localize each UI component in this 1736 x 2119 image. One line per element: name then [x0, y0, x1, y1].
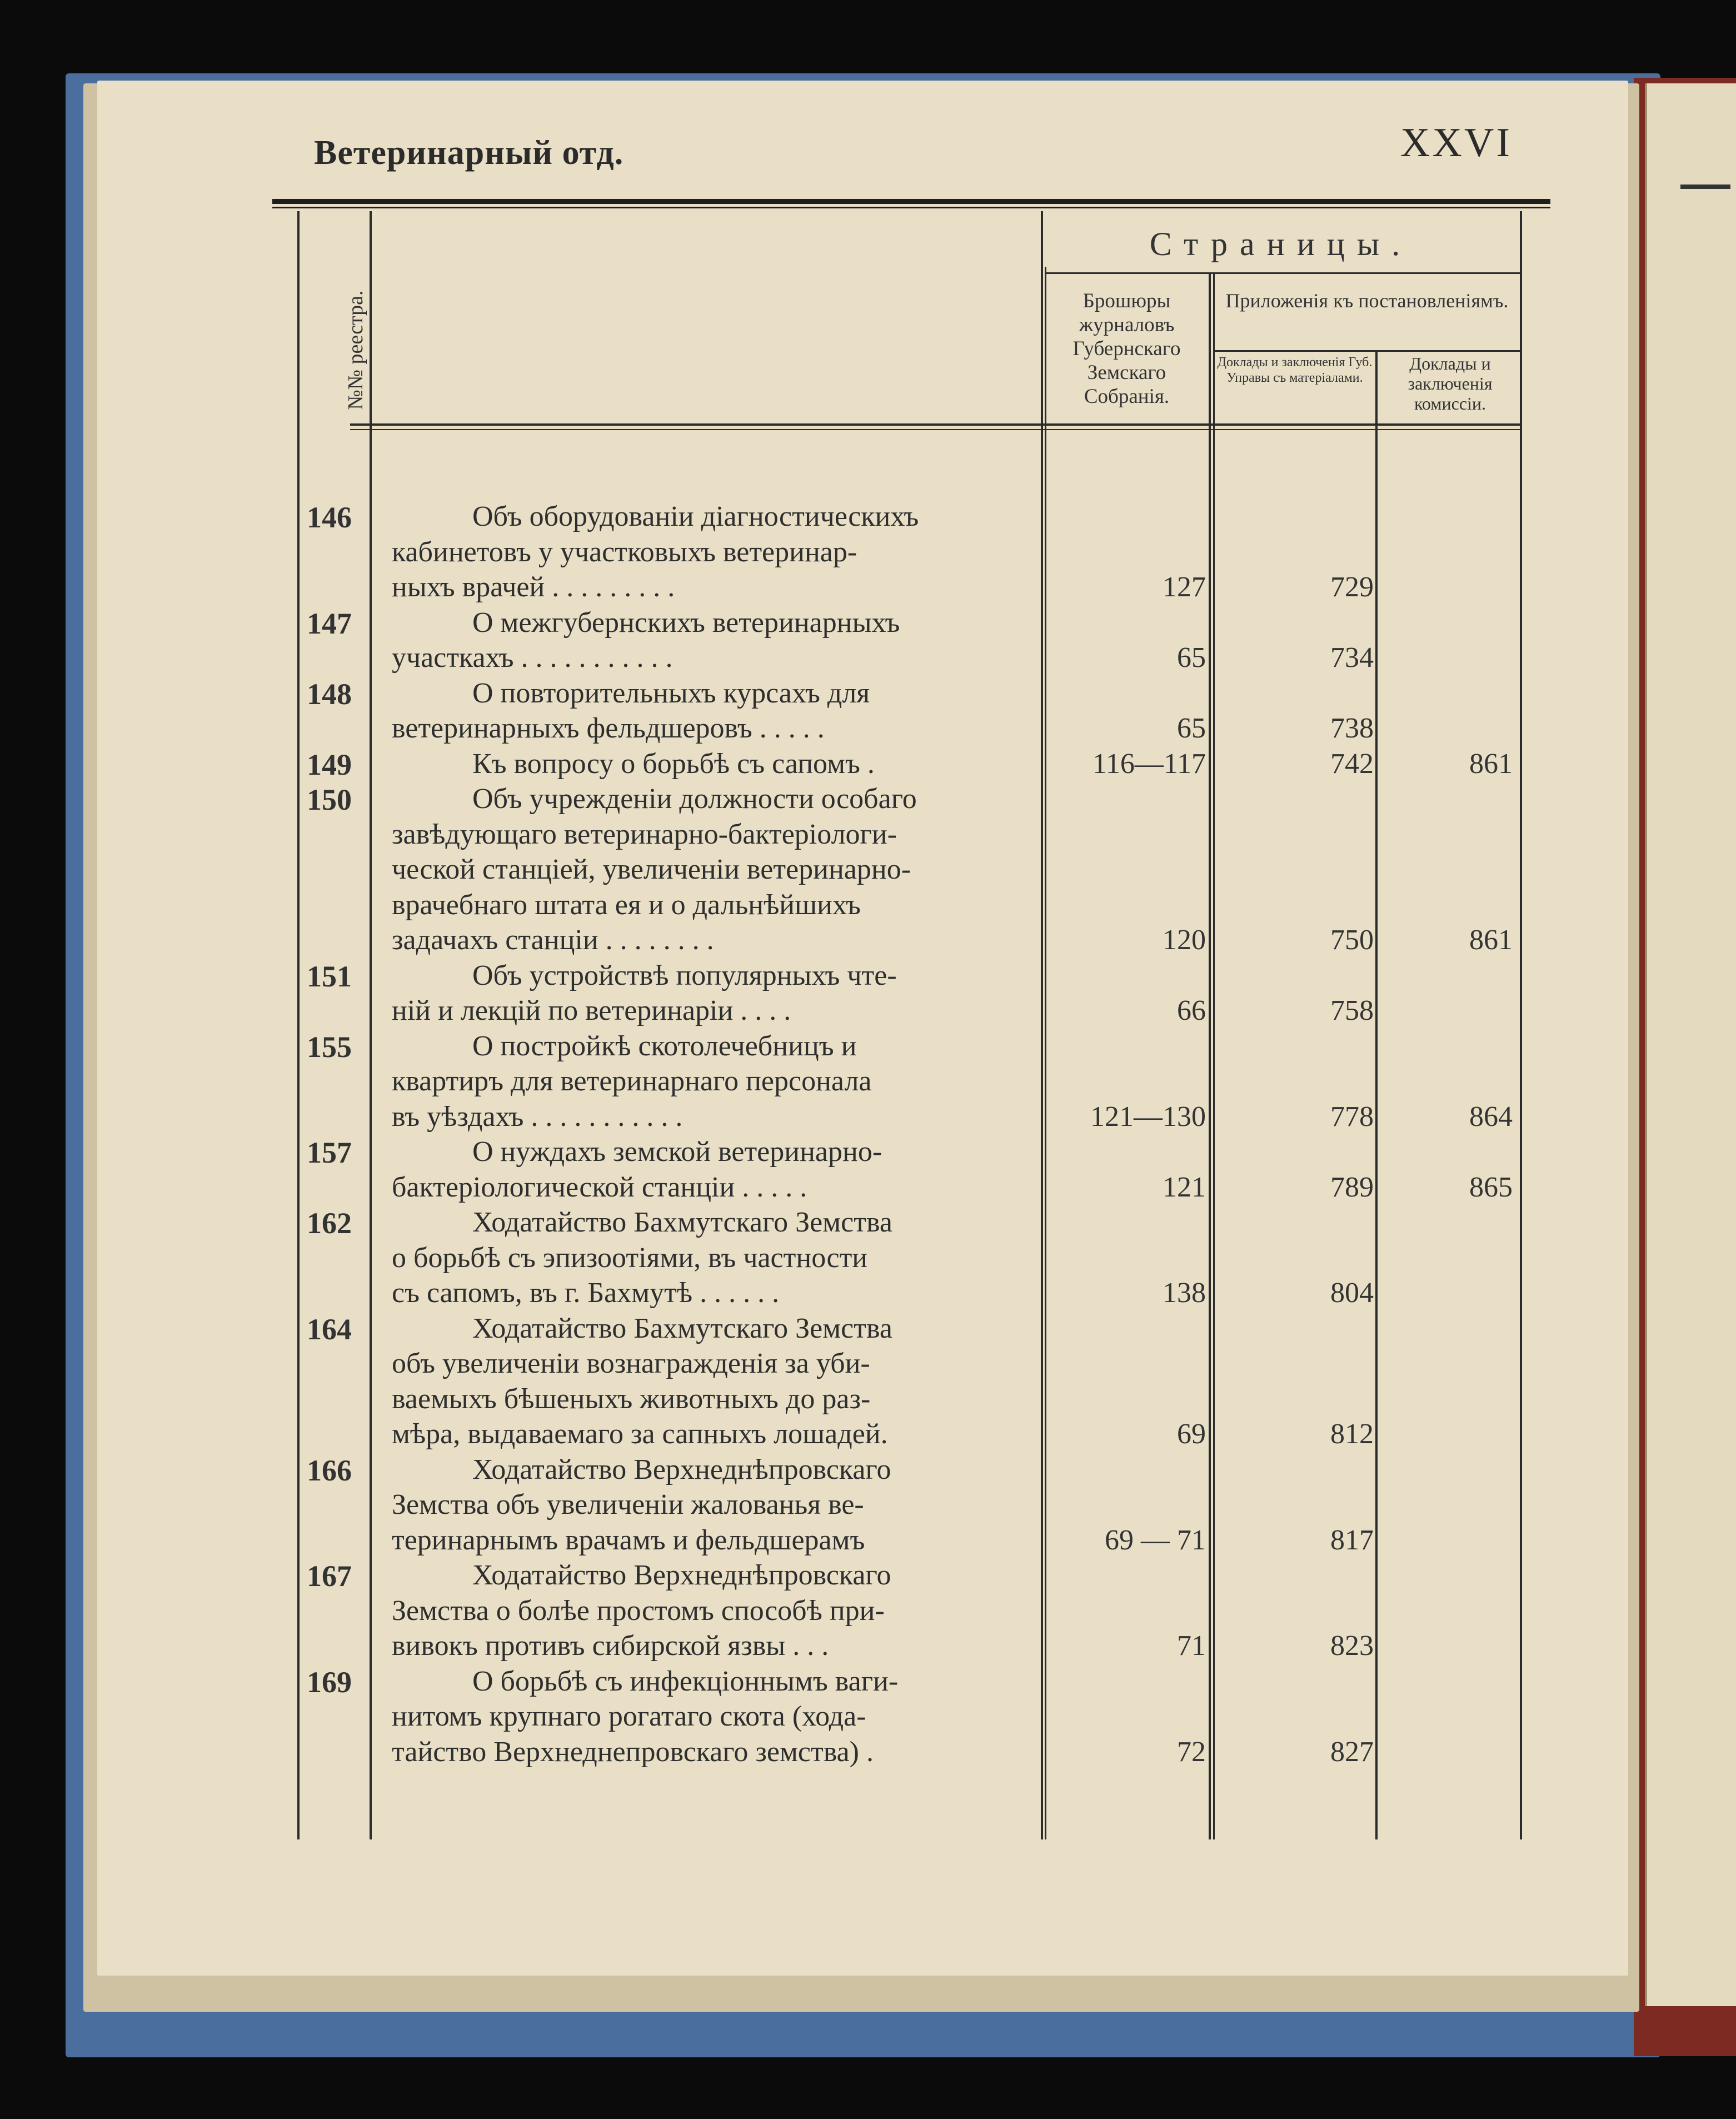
entry-text-line: О борьбѣ съ инфекціоннымъ ваги- [472, 1665, 899, 1697]
registry-number: 148 [307, 677, 352, 711]
brochure-page-ref: 127 [1163, 571, 1206, 603]
uprava-report-page-ref: 789 [1330, 1171, 1374, 1203]
registry-number: 162 [307, 1206, 352, 1240]
appendices-header-rule [1215, 350, 1520, 352]
entry-text-line: врачебнаго штата ея и о дальнѣйшихъ [392, 889, 861, 921]
uprava-report-page-ref: 729 [1330, 571, 1374, 603]
entry-text-line: кабинетовъ у участковыхъ ветеринар- [392, 536, 857, 568]
column-divider-description [1041, 211, 1043, 1839]
uprava-report-page-ref: 738 [1330, 712, 1374, 744]
entry-text-line: Земства о болѣе простомъ способѣ при- [392, 1594, 885, 1627]
entry-text-line: Ходатайство Бахмутскаго Земства [472, 1206, 892, 1238]
entry-text-line: ваемыхъ бѣшеныхъ животныхъ до раз- [392, 1383, 871, 1415]
registry-number: 166 [307, 1453, 352, 1487]
brochure-page-ref: 71 [1177, 1630, 1206, 1662]
entry-text-line: ныхъ врачей . . . . . . . . . [392, 571, 675, 603]
registry-number: 155 [307, 1030, 352, 1064]
entry-text-line: Объ устройствѣ популярныхъ чте- [472, 959, 897, 991]
brochure-page-ref: 69 [1177, 1418, 1206, 1450]
entry-text-line: участкахъ . . . . . . . . . . . [392, 642, 673, 674]
uprava-report-page-ref: 812 [1330, 1418, 1374, 1450]
header-bottom-rule [350, 423, 1520, 426]
entry-text-line: О межгубернскихъ ветеринарныхъ [472, 606, 900, 639]
registry-number: 167 [307, 1559, 352, 1593]
brochure-page-ref: 69 — 71 [1105, 1524, 1206, 1556]
entry-text-line: ческой станціей, увеличеніи ветеринарно- [392, 854, 911, 885]
entry-text-line: Къ вопросу о борьбѣ съ сапомъ . [472, 747, 875, 780]
brochure-page-ref: 65 [1177, 642, 1206, 674]
uprava-report-page-ref: 817 [1330, 1524, 1374, 1556]
registry-number: 164 [307, 1312, 352, 1346]
column-divider-brochures-inner [1213, 272, 1215, 1839]
entry-text-line: теринарнымъ врачамъ и фельдшерамъ [392, 1524, 865, 1556]
uprava-reports-column-header: Доклады и заключенія Губ. Управы съ матеріалами. [1217, 355, 1373, 385]
entry-text-line: бактеріологической станціи . . . . . [392, 1171, 807, 1203]
brochures-column-header: Брошюры журналовъ Губернскаго Земскаго Собранія. [1072, 290, 1181, 408]
entry-text-line: о борьбѣ съ эпизоотіями, въ частности [392, 1242, 868, 1274]
column-divider-reports [1375, 350, 1378, 1839]
commission-report-page-ref: 865 [1469, 1171, 1513, 1203]
entry-text-line: задачахъ станціи . . . . . . . . [392, 924, 714, 956]
entry-text-line: Объ учрежденіи должности особаго [472, 783, 917, 815]
uprava-report-page-ref: 742 [1330, 747, 1374, 780]
entry-text-line: Ходатайство Бахмутскаго Земства [472, 1312, 892, 1344]
entry-text-line: О нуждахъ земской ветеринарно- [472, 1136, 882, 1168]
entry-text-line: въ уѣздахъ . . . . . . . . . . . [392, 1100, 683, 1133]
uprava-report-page-ref: 750 [1330, 924, 1374, 956]
entry-text-line: тайство Верхнеднепровскаго земства) . [392, 1736, 874, 1768]
entry-text-line: Ходатайство Верхнеднѣпровскаго [472, 1559, 891, 1591]
section-title: Ветеринарный отд. [314, 134, 624, 172]
entry-text-line: нитомъ крупнаго рогатаго скота (хода- [392, 1701, 866, 1732]
pages-header-rule [1045, 272, 1520, 274]
commission-report-page-ref: 861 [1469, 924, 1513, 956]
brochure-page-ref: 65 [1177, 712, 1206, 744]
appendices-column-header: Приложенія къ постановленіямъ. [1225, 290, 1509, 312]
column-divider-brochures [1209, 272, 1211, 1839]
entry-text-line: Ходатайство Верхнеднѣпровскаго [472, 1453, 891, 1485]
facing-page-rule [1680, 185, 1730, 189]
entry-text-line: О повторительныхъ курсахъ для [472, 677, 870, 709]
brochure-page-ref: 116—117 [1092, 747, 1206, 780]
table-border-left [297, 211, 300, 1839]
brochure-page-ref: 121 [1163, 1171, 1206, 1203]
commission-reports-column-header: Доклады и заключенія комиссіи. [1408, 353, 1493, 413]
registry-number: 150 [307, 783, 352, 816]
registry-number: 149 [307, 747, 352, 781]
brochure-page-ref: 121—130 [1090, 1100, 1206, 1133]
brochure-page-ref: 120 [1163, 924, 1206, 956]
entry-text-line: съ сапомъ, въ г. Бахмутѣ . . . . . . [392, 1277, 780, 1309]
header-rule [272, 199, 1550, 204]
registry-number: 146 [307, 501, 352, 534]
facing-page-edge [1645, 83, 1736, 2006]
uprava-report-page-ref: 778 [1330, 1100, 1374, 1133]
registry-column-header [300, 267, 411, 433]
commission-report-page-ref: 864 [1469, 1100, 1513, 1133]
registry-number: 151 [307, 959, 352, 993]
uprava-report-page-ref: 734 [1330, 642, 1374, 674]
header-rule-thin [272, 207, 1550, 208]
pages-column-header: Страницы. [1149, 226, 1413, 262]
uprava-report-page-ref: 827 [1330, 1736, 1374, 1768]
entry-text-line: вивокъ противъ сибирской язвы . . . [392, 1630, 829, 1662]
column-divider-description-inner [1045, 267, 1046, 1839]
entry-text-line: Земства объ увеличеніи жалованья ве- [392, 1489, 864, 1520]
entry-text-line: О постройкѣ скотолечебницъ и [472, 1030, 857, 1062]
commission-report-page-ref: 861 [1469, 747, 1513, 780]
registry-number: 147 [307, 606, 352, 640]
entry-text-line: ній и лекцій по ветеринаріи . . . . [392, 995, 791, 1026]
uprava-report-page-ref: 758 [1330, 995, 1374, 1026]
entry-text-line: ветеринарныхъ фельдшеровъ . . . . . [392, 712, 825, 744]
header-bottom-rule-thin [350, 429, 1520, 430]
uprava-report-page-ref: 823 [1330, 1630, 1374, 1662]
entry-text-line: объ увеличеніи вознагражденія за уби- [392, 1348, 870, 1379]
brochure-page-ref: 72 [1177, 1736, 1206, 1768]
entry-text-line: Объ оборудованіи діагностическихъ [472, 501, 919, 532]
entry-text-line: мѣра, выдаваемаго за сапныхъ лошадей. [392, 1418, 888, 1450]
entry-text-line: квартиръ для ветеринарнаго персонала [392, 1065, 872, 1097]
registry-number: 157 [307, 1136, 352, 1169]
registry-number: 169 [307, 1665, 352, 1699]
uprava-report-page-ref: 804 [1330, 1277, 1374, 1309]
entry-text-line: завѣдующаго ветеринарно-бактеріологи- [392, 818, 897, 850]
brochure-page-ref: 66 [1177, 995, 1206, 1026]
brochure-page-ref: 138 [1163, 1277, 1206, 1309]
table-border-right [1520, 211, 1522, 1839]
column-divider-registry [370, 211, 372, 1839]
page-number: XXVI [1400, 120, 1512, 166]
registry-header-label: №№ реестра. [344, 290, 367, 410]
